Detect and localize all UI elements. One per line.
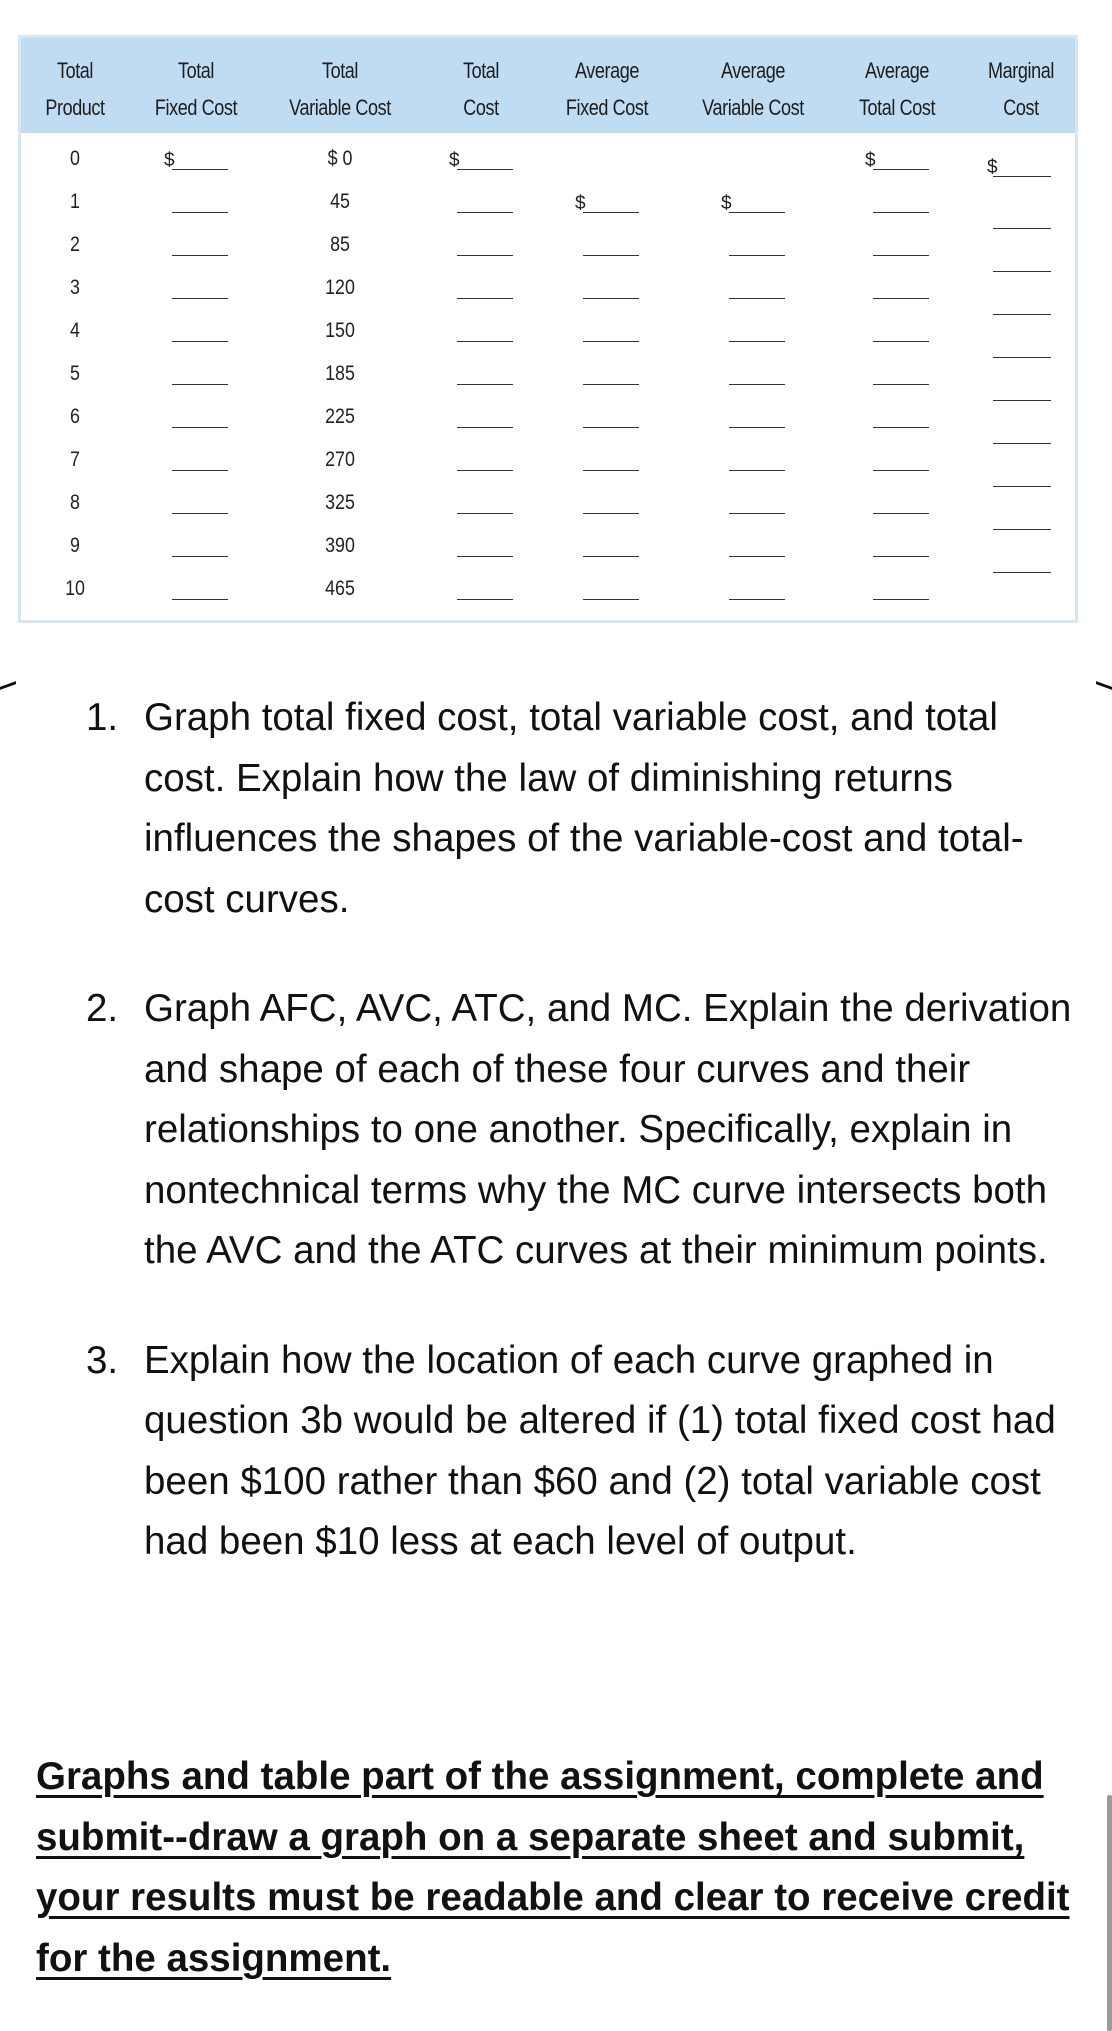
cost-table-body — [21, 38, 1075, 620]
answer-blank-average-total-cost[interactable] — [873, 298, 929, 299]
header-average-variable-cost — [691, 52, 815, 126]
cell-total-product: 1 — [70, 190, 80, 213]
answer-blank-total-cost[interactable] — [457, 470, 513, 471]
answer-blank-total-fixed-cost[interactable] — [172, 513, 228, 514]
table-row — [21, 223, 1075, 266]
table-row — [21, 567, 1075, 610]
dollar-sign: $ — [449, 150, 460, 171]
answer-blank-total-cost[interactable] — [457, 384, 513, 385]
cell-total-variable-cost: 150 — [325, 319, 355, 342]
answer-blank-average-variable-cost[interactable] — [729, 427, 785, 428]
answer-blank-marginal-cost[interactable] — [993, 486, 1051, 487]
answer-blank-marginal-cost[interactable] — [993, 228, 1051, 229]
answer-blank-total-cost[interactable] — [457, 298, 513, 299]
question-text: Explain how the location of each curve graphed in question 3b would be altered if (1) total fixed cost had been $100 rather than $60 and (2) total variable cost had been $10 less at each level of output. — [144, 1338, 1056, 1563]
answer-blank-total-fixed-cost[interactable] — [172, 298, 228, 299]
question-number: 1. — [86, 696, 119, 739]
header-line: Total — [56, 58, 94, 83]
question-number: 2. — [86, 987, 119, 1030]
header-marginal-cost — [981, 52, 1061, 126]
scrollbar[interactable] — [1107, 1795, 1112, 2031]
cell-total-product: 10 — [65, 577, 85, 600]
answer-blank-average-fixed-cost[interactable] — [583, 255, 639, 256]
header-line: Cost — [463, 95, 499, 120]
answer-blank-total-cost[interactable] — [457, 212, 513, 213]
answer-blank-total-fixed-cost[interactable] — [172, 599, 228, 600]
answer-blank-marginal-cost[interactable] — [993, 357, 1051, 358]
answer-blank-total-cost[interactable] — [457, 255, 513, 256]
cell-total-product: 3 — [70, 276, 80, 299]
question-text: Graph total fixed cost, total variable cost, and total cost. Explain how the law of diminishing returns influences the shapes of the variable-cost and total-cost curves. — [144, 696, 1024, 921]
question-1 — [86, 688, 1076, 930]
answer-blank-marginal-cost[interactable] — [993, 443, 1051, 444]
answer-blank-marginal-cost[interactable] — [993, 176, 1051, 177]
header-line: Average — [720, 58, 785, 83]
header-total-variable-cost — [278, 52, 402, 126]
answer-blank-average-fixed-cost[interactable] — [583, 427, 639, 428]
answer-blank-total-fixed-cost[interactable] — [172, 212, 228, 213]
answer-blank-average-variable-cost[interactable] — [729, 470, 785, 471]
cell-total-variable-cost: 465 — [325, 577, 355, 600]
answer-blank-marginal-cost[interactable] — [993, 572, 1051, 573]
cell-total-product: 5 — [70, 362, 80, 385]
dollar-sign: $ — [865, 150, 876, 171]
cell-total-variable-cost: 185 — [325, 362, 355, 385]
header-line: Variable Cost — [702, 95, 804, 120]
answer-blank-average-variable-cost[interactable] — [729, 298, 785, 299]
answer-blank-total-fixed-cost[interactable] — [172, 556, 228, 557]
question-number: 3. — [86, 1338, 119, 1382]
answer-blank-total-cost[interactable] — [457, 169, 513, 170]
cell-total-variable-cost: 120 — [325, 276, 355, 299]
table-row — [21, 180, 1075, 223]
header-average-total-cost — [851, 52, 944, 126]
answer-blank-total-fixed-cost[interactable] — [172, 341, 228, 342]
answer-blank-average-variable-cost[interactable] — [729, 341, 785, 342]
cell-total-product: 0 — [70, 147, 80, 170]
cell-total-product: 9 — [70, 534, 80, 557]
header-line: Total Cost — [858, 95, 936, 120]
cell-total-variable-cost: 390 — [325, 534, 355, 557]
table-row — [21, 481, 1075, 524]
header-line: Total — [177, 58, 215, 83]
page-corner-mark-right — [1096, 681, 1112, 708]
cell-total-variable-cost: 270 — [325, 448, 355, 471]
cell-total-product: 7 — [70, 448, 80, 471]
answer-blank-marginal-cost[interactable] — [993, 529, 1051, 530]
answer-blank-average-fixed-cost[interactable] — [583, 298, 639, 299]
dollar-sign: $ — [575, 193, 586, 214]
answer-blank-average-total-cost[interactable] — [873, 384, 929, 385]
page-corner-mark-left — [0, 681, 16, 708]
answer-blank-total-cost[interactable] — [457, 556, 513, 557]
cell-total-variable-cost: $ 0 — [327, 147, 353, 170]
answer-blank-average-fixed-cost[interactable] — [583, 470, 639, 471]
answer-blank-average-total-cost[interactable] — [873, 556, 929, 557]
table-row — [21, 438, 1075, 481]
answer-blank-total-fixed-cost[interactable] — [172, 427, 228, 428]
answer-blank-marginal-cost[interactable] — [993, 314, 1051, 315]
answer-blank-average-fixed-cost[interactable] — [583, 212, 639, 213]
answer-blank-total-fixed-cost[interactable] — [172, 384, 228, 385]
answer-blank-average-total-cost[interactable] — [873, 599, 929, 600]
answer-blank-average-fixed-cost[interactable] — [583, 556, 639, 557]
assignment-instructions: Graphs and table part of the assignment, complete and submit--draw a graph on a separate sheet and submit, your results must be readable and clear to receive credit for the assignment. — [36, 1755, 1070, 1980]
answer-blank-average-total-cost[interactable] — [873, 255, 929, 256]
cell-total-variable-cost: 45 — [330, 190, 350, 213]
header-total-cost — [459, 52, 503, 126]
answer-blank-total-cost[interactable] — [457, 427, 513, 428]
table-row — [21, 395, 1075, 438]
dollar-sign: $ — [987, 157, 998, 178]
question-3 — [86, 1331, 1076, 1573]
answer-blank-total-fixed-cost[interactable] — [172, 470, 228, 471]
table-row — [21, 266, 1075, 309]
answer-blank-average-variable-cost[interactable] — [729, 212, 785, 213]
answer-blank-average-total-cost[interactable] — [873, 212, 929, 213]
table-row — [21, 352, 1075, 395]
table-row — [21, 309, 1075, 352]
header-average-fixed-cost — [557, 52, 657, 126]
header-line: Fixed Cost — [565, 95, 649, 120]
table-header — [21, 38, 1075, 133]
answer-blank-total-cost[interactable] — [457, 341, 513, 342]
answer-blank-average-total-cost[interactable] — [873, 513, 929, 514]
cell-total-product: 8 — [70, 491, 80, 514]
answer-blank-average-fixed-cost[interactable] — [583, 599, 639, 600]
answer-blank-average-variable-cost[interactable] — [729, 255, 785, 256]
answer-blank-average-fixed-cost[interactable] — [583, 384, 639, 385]
cell-total-variable-cost: 85 — [330, 233, 350, 256]
question-text: Graph AFC, AVC, ATC, and MC. Explain the derivation and shape of each of these four curves and their relationships to one another. Specifically, explain in nontechnical terms why the MC curve intersects both the AVC and the ATC curves at their minimum points. — [144, 987, 1072, 1272]
answer-blank-average-fixed-cost[interactable] — [583, 513, 639, 514]
answer-blank-average-total-cost[interactable] — [873, 341, 929, 342]
answer-blank-marginal-cost[interactable] — [993, 400, 1051, 401]
dollar-sign: $ — [164, 150, 175, 171]
dollar-sign: $ — [721, 193, 732, 214]
table-row — [21, 524, 1075, 567]
answer-blank-average-variable-cost[interactable] — [729, 556, 785, 557]
question-2 — [86, 979, 1076, 1282]
answer-blank-average-variable-cost[interactable] — [729, 513, 785, 514]
header-line: Variable Cost — [289, 95, 391, 120]
answer-blank-average-total-cost[interactable] — [873, 427, 929, 428]
cell-total-variable-cost: 225 — [325, 405, 355, 428]
answer-blank-total-fixed-cost[interactable] — [172, 255, 228, 256]
header-line: Cost — [1003, 95, 1039, 120]
cell-total-variable-cost: 325 — [325, 491, 355, 514]
cell-total-product: 4 — [70, 319, 80, 342]
header-line: Total — [321, 58, 359, 83]
header-line: Average — [574, 58, 639, 83]
question-list — [86, 688, 1076, 1573]
answer-blank-average-total-cost[interactable] — [873, 470, 929, 471]
answer-blank-average-variable-cost[interactable] — [729, 384, 785, 385]
cell-total-product: 2 — [70, 233, 80, 256]
answer-blank-average-fixed-cost[interactable] — [583, 341, 639, 342]
header-line: Marginal — [988, 58, 1054, 83]
header-line: Product — [45, 95, 105, 120]
cell-total-product: 6 — [70, 405, 80, 428]
header-line: Total — [462, 58, 500, 83]
answer-blank-total-cost[interactable] — [457, 599, 513, 600]
header-line: Average — [865, 58, 929, 83]
header-line: Fixed Cost — [154, 95, 238, 120]
answer-blank-average-variable-cost[interactable] — [729, 599, 785, 600]
cost-table — [18, 35, 1078, 623]
table-row — [21, 137, 1075, 180]
answer-blank-average-total-cost[interactable] — [873, 169, 929, 170]
answer-blank-marginal-cost[interactable] — [993, 271, 1051, 272]
answer-blank-total-cost[interactable] — [457, 513, 513, 514]
header-total-product — [39, 52, 111, 126]
header-total-fixed-cost — [146, 52, 246, 126]
answer-blank-total-fixed-cost[interactable] — [172, 169, 228, 170]
